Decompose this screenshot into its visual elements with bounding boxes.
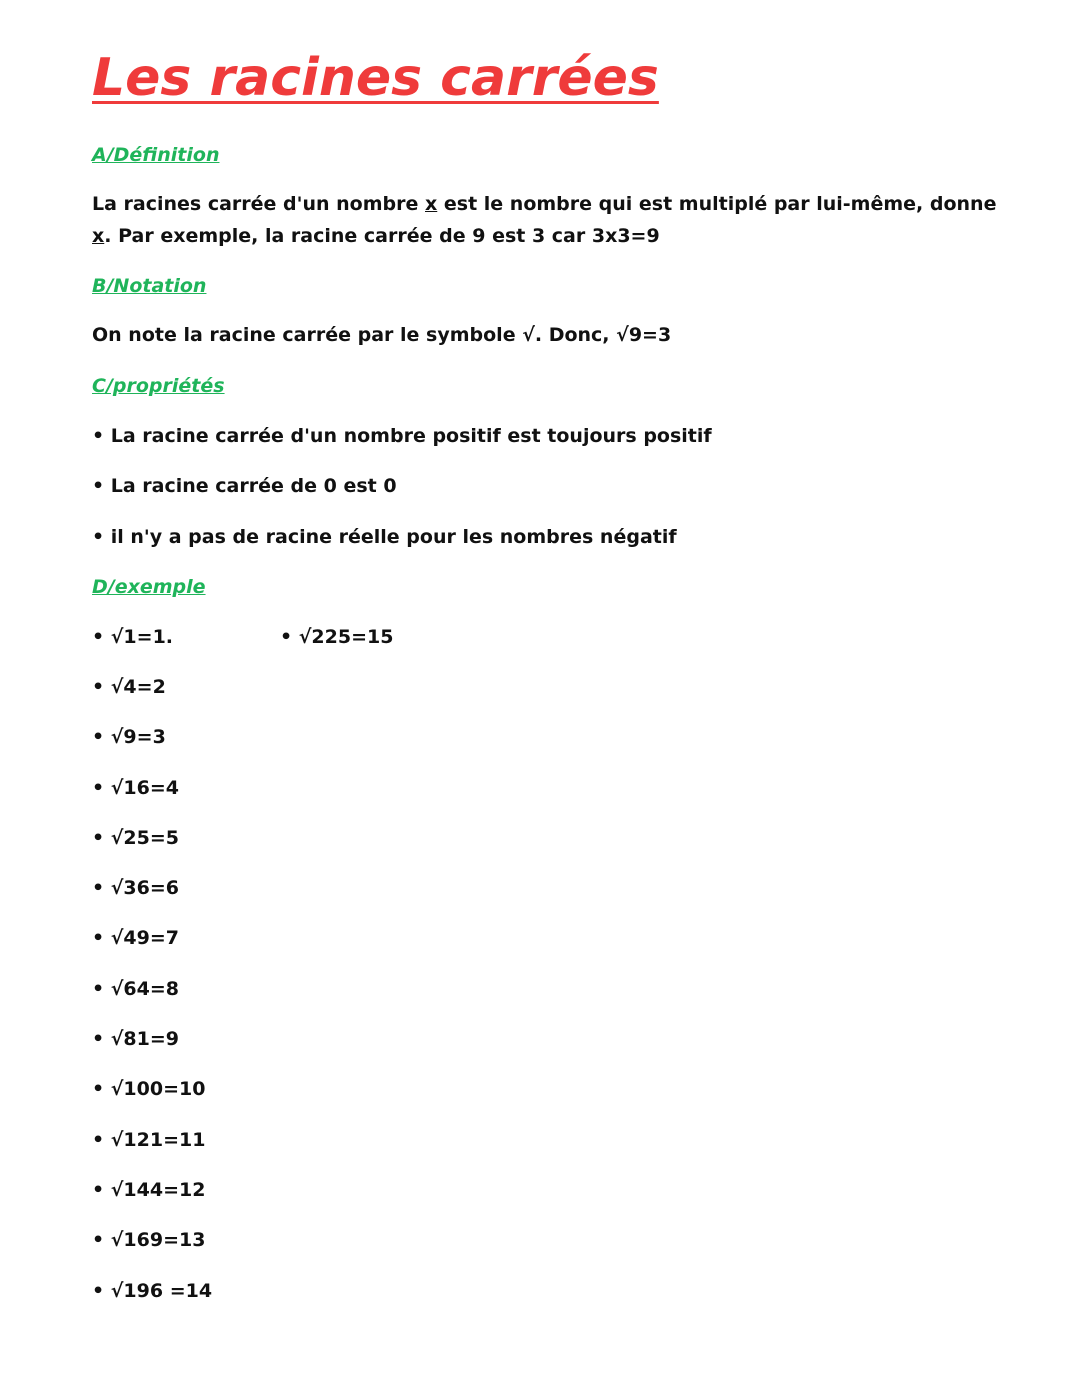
section-notation-heading: B/Notation <box>92 275 207 297</box>
definition-text-2: est le nombre qui est multiplé par lui-même, donne <box>437 193 997 215</box>
example-item: • √144=12 <box>92 1179 206 1201</box>
definition-text-1: La racines carrée d'un nombre <box>92 193 425 215</box>
property-item-3: • il n'y a pas de racine réelle pour les nombres négatif <box>92 526 677 548</box>
definition-paragraph <box>92 188 997 252</box>
definition-text-3: . Par exemple, la racine carrée de 9 est 3 car 3x3=9 <box>104 225 660 247</box>
section-definition-heading: A/Définition <box>92 144 220 166</box>
section-properties-heading: C/propriétés <box>92 375 225 397</box>
example-item: • √1=1. <box>92 626 174 648</box>
example-item: • √9=3 <box>92 726 166 748</box>
example-item: • √64=8 <box>92 978 180 1000</box>
example-item: • √16=4 <box>92 777 180 799</box>
example-item: • √49=7 <box>92 927 180 949</box>
property-item-1: • La racine carrée d'un nombre positif est toujours positif <box>92 425 712 447</box>
example-item: • √196 =14 <box>92 1280 213 1302</box>
example-item: • √81=9 <box>92 1028 180 1050</box>
definition-var-x-2: x <box>92 225 105 247</box>
example-item: • √169=13 <box>92 1229 206 1251</box>
section-examples-heading: D/exemple <box>92 576 206 598</box>
page-title: Les racines carrées <box>92 48 659 108</box>
example-item-extra: • √225=15 <box>280 626 394 648</box>
notation-text: On note la racine carrée par le symbole √. Donc, √9=3 <box>92 324 672 346</box>
example-item: • √100=10 <box>92 1078 206 1100</box>
property-item-2: • La racine carrée de 0 est 0 <box>92 475 397 497</box>
example-item: • √36=6 <box>92 877 180 899</box>
example-item: • √25=5 <box>92 827 180 849</box>
example-item: • √4=2 <box>92 676 166 698</box>
example-item: • √121=11 <box>92 1129 206 1151</box>
definition-var-x-1: x <box>425 193 438 215</box>
